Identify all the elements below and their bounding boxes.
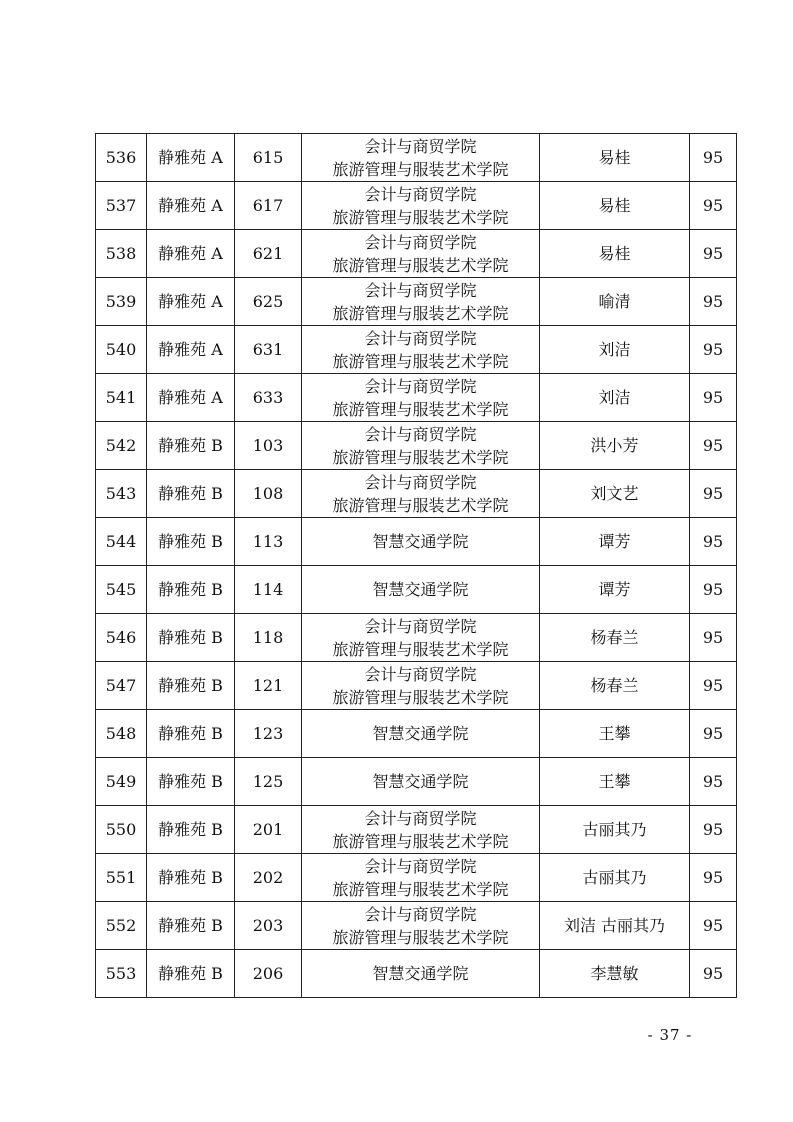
- room-number-cell: 617: [235, 182, 302, 230]
- room-number-cell: 615: [235, 134, 302, 182]
- dormitory-score-table: [95, 133, 737, 998]
- row-number-cell: 544: [96, 518, 147, 566]
- building-cell: 静雅苑 B: [147, 566, 235, 614]
- staff-name-cell: 易桂: [540, 230, 690, 278]
- college-cell: [302, 230, 540, 278]
- college-name: 会计与商贸学院: [364, 136, 477, 156]
- room-number-cell: 114: [235, 566, 302, 614]
- building-cell: 静雅苑 A: [147, 374, 235, 422]
- table-row: [96, 614, 737, 662]
- row-number-cell: 547: [96, 662, 147, 710]
- staff-name-cell: 喻清: [540, 278, 690, 326]
- staff-name-cell: 杨春兰: [540, 614, 690, 662]
- college-name: 旅游管理与服装艺术学院: [332, 495, 509, 515]
- room-number-cell: 621: [235, 230, 302, 278]
- college-name: 旅游管理与服装艺术学院: [332, 687, 509, 707]
- college-name: 旅游管理与服装艺术学院: [332, 831, 509, 851]
- table-body: [96, 134, 737, 998]
- score-cell: 95: [690, 374, 737, 422]
- staff-name-cell: 杨春兰: [540, 662, 690, 710]
- college-name: 智慧交通学院: [372, 580, 469, 599]
- row-number-cell: 537: [96, 182, 147, 230]
- staff-name-cell: 洪小芳: [540, 422, 690, 470]
- building-cell: 静雅苑 B: [147, 710, 235, 758]
- building-cell: 静雅苑 B: [147, 518, 235, 566]
- room-number-cell: 202: [235, 854, 302, 902]
- score-cell: 95: [690, 422, 737, 470]
- score-cell: 95: [690, 614, 737, 662]
- college-name: 会计与商贸学院: [364, 472, 477, 492]
- score-cell: 95: [690, 902, 737, 950]
- college-name: 旅游管理与服装艺术学院: [332, 927, 509, 947]
- score-cell: 95: [690, 710, 737, 758]
- score-cell: 95: [690, 662, 737, 710]
- college-name: 会计与商贸学院: [364, 856, 477, 876]
- room-number-cell: 203: [235, 902, 302, 950]
- row-number-cell: 551: [96, 854, 147, 902]
- staff-name-cell: 易桂: [540, 182, 690, 230]
- row-number-cell: 550: [96, 806, 147, 854]
- college-name: 旅游管理与服装艺术学院: [332, 255, 509, 275]
- row-number-cell: 546: [96, 614, 147, 662]
- building-cell: 静雅苑 B: [147, 422, 235, 470]
- staff-name-cell: 王攀: [540, 710, 690, 758]
- table-row: [96, 134, 737, 182]
- staff-name-cell: 易桂: [540, 134, 690, 182]
- score-cell: 95: [690, 566, 737, 614]
- college-name: 旅游管理与服装艺术学院: [332, 639, 509, 659]
- college-name: 会计与商贸学院: [364, 904, 477, 924]
- college-cell: [302, 806, 540, 854]
- table-row: [96, 278, 737, 326]
- college-cell: [302, 854, 540, 902]
- score-cell: 95: [690, 950, 737, 998]
- row-number-cell: 543: [96, 470, 147, 518]
- staff-name-cell: 谭芳: [540, 566, 690, 614]
- building-cell: 静雅苑 A: [147, 230, 235, 278]
- staff-name-cell: 刘洁: [540, 326, 690, 374]
- building-cell: 静雅苑 B: [147, 950, 235, 998]
- table-row: [96, 902, 737, 950]
- table-row: [96, 374, 737, 422]
- score-cell: 95: [690, 806, 737, 854]
- college-name: 旅游管理与服装艺术学院: [332, 303, 509, 323]
- college-name: 会计与商贸学院: [364, 808, 477, 828]
- building-cell: 静雅苑 B: [147, 470, 235, 518]
- college-cell: [302, 950, 540, 998]
- table-row: [96, 806, 737, 854]
- room-number-cell: 631: [235, 326, 302, 374]
- room-number-cell: 625: [235, 278, 302, 326]
- page-number: - 37 -: [647, 1026, 693, 1044]
- score-cell: 95: [690, 278, 737, 326]
- score-cell: 95: [690, 518, 737, 566]
- row-number-cell: 545: [96, 566, 147, 614]
- table-row: [96, 566, 737, 614]
- room-number-cell: 123: [235, 710, 302, 758]
- row-number-cell: 539: [96, 278, 147, 326]
- college-name: 智慧交通学院: [372, 532, 469, 551]
- staff-name-cell: 李慧敏: [540, 950, 690, 998]
- row-number-cell: 548: [96, 710, 147, 758]
- score-cell: 95: [690, 758, 737, 806]
- table-row: [96, 950, 737, 998]
- college-name: 旅游管理与服装艺术学院: [332, 207, 509, 227]
- staff-name-cell: 谭芳: [540, 518, 690, 566]
- table-row: [96, 470, 737, 518]
- college-name: 智慧交通学院: [372, 724, 469, 743]
- college-cell: [302, 374, 540, 422]
- college-cell: [302, 566, 540, 614]
- college-name: 会计与商贸学院: [364, 232, 477, 252]
- building-cell: 静雅苑 B: [147, 854, 235, 902]
- building-cell: 静雅苑 A: [147, 278, 235, 326]
- building-cell: 静雅苑 B: [147, 662, 235, 710]
- college-cell: [302, 902, 540, 950]
- college-name: 智慧交通学院: [372, 964, 469, 983]
- room-number-cell: 108: [235, 470, 302, 518]
- table-row: [96, 518, 737, 566]
- college-name: 旅游管理与服装艺术学院: [332, 159, 509, 179]
- room-number-cell: 121: [235, 662, 302, 710]
- college-cell: [302, 278, 540, 326]
- college-cell: [302, 614, 540, 662]
- row-number-cell: 540: [96, 326, 147, 374]
- table-row: [96, 662, 737, 710]
- college-name: 旅游管理与服装艺术学院: [332, 447, 509, 467]
- room-number-cell: 633: [235, 374, 302, 422]
- college-name: 旅游管理与服装艺术学院: [332, 399, 509, 419]
- table-row: [96, 326, 737, 374]
- college-name: 会计与商贸学院: [364, 328, 477, 348]
- college-name: 会计与商贸学院: [364, 664, 477, 684]
- building-cell: 静雅苑 B: [147, 902, 235, 950]
- college-cell: [302, 710, 540, 758]
- table-row: [96, 758, 737, 806]
- college-cell: [302, 662, 540, 710]
- college-cell: [302, 182, 540, 230]
- row-number-cell: 536: [96, 134, 147, 182]
- score-cell: 95: [690, 470, 737, 518]
- college-name: 会计与商贸学院: [364, 376, 477, 396]
- score-cell: 95: [690, 854, 737, 902]
- score-cell: 95: [690, 326, 737, 374]
- table-row: [96, 182, 737, 230]
- room-number-cell: 206: [235, 950, 302, 998]
- staff-name-cell: 古丽其乃: [540, 854, 690, 902]
- building-cell: 静雅苑 B: [147, 758, 235, 806]
- staff-name-cell: 刘洁: [540, 374, 690, 422]
- building-cell: 静雅苑 A: [147, 182, 235, 230]
- room-number-cell: 118: [235, 614, 302, 662]
- college-name: 旅游管理与服装艺术学院: [332, 879, 509, 899]
- score-cell: 95: [690, 230, 737, 278]
- college-cell: [302, 758, 540, 806]
- college-name: 会计与商贸学院: [364, 280, 477, 300]
- table-row: [96, 854, 737, 902]
- college-cell: [302, 326, 540, 374]
- college-cell: [302, 134, 540, 182]
- room-number-cell: 113: [235, 518, 302, 566]
- row-number-cell: 552: [96, 902, 147, 950]
- row-number-cell: 541: [96, 374, 147, 422]
- score-cell: 95: [690, 134, 737, 182]
- row-number-cell: 549: [96, 758, 147, 806]
- college-name: 会计与商贸学院: [364, 424, 477, 444]
- college-name: 旅游管理与服装艺术学院: [332, 351, 509, 371]
- college-cell: [302, 518, 540, 566]
- score-cell: 95: [690, 182, 737, 230]
- college-name: 会计与商贸学院: [364, 184, 477, 204]
- table-row: [96, 230, 737, 278]
- building-cell: 静雅苑 A: [147, 134, 235, 182]
- row-number-cell: 553: [96, 950, 147, 998]
- room-number-cell: 103: [235, 422, 302, 470]
- room-number-cell: 125: [235, 758, 302, 806]
- room-number-cell: 201: [235, 806, 302, 854]
- staff-name-cell: 刘文艺: [540, 470, 690, 518]
- staff-name-cell: 古丽其乃: [540, 806, 690, 854]
- staff-name-cell: 刘洁 古丽其乃: [540, 902, 690, 950]
- college-name: 会计与商贸学院: [364, 616, 477, 636]
- row-number-cell: 542: [96, 422, 147, 470]
- building-cell: 静雅苑 A: [147, 326, 235, 374]
- building-cell: 静雅苑 B: [147, 806, 235, 854]
- table-row: [96, 710, 737, 758]
- row-number-cell: 538: [96, 230, 147, 278]
- staff-name-cell: 王攀: [540, 758, 690, 806]
- college-name: 智慧交通学院: [372, 772, 469, 791]
- college-cell: [302, 422, 540, 470]
- table-row: [96, 422, 737, 470]
- college-cell: [302, 470, 540, 518]
- building-cell: 静雅苑 B: [147, 614, 235, 662]
